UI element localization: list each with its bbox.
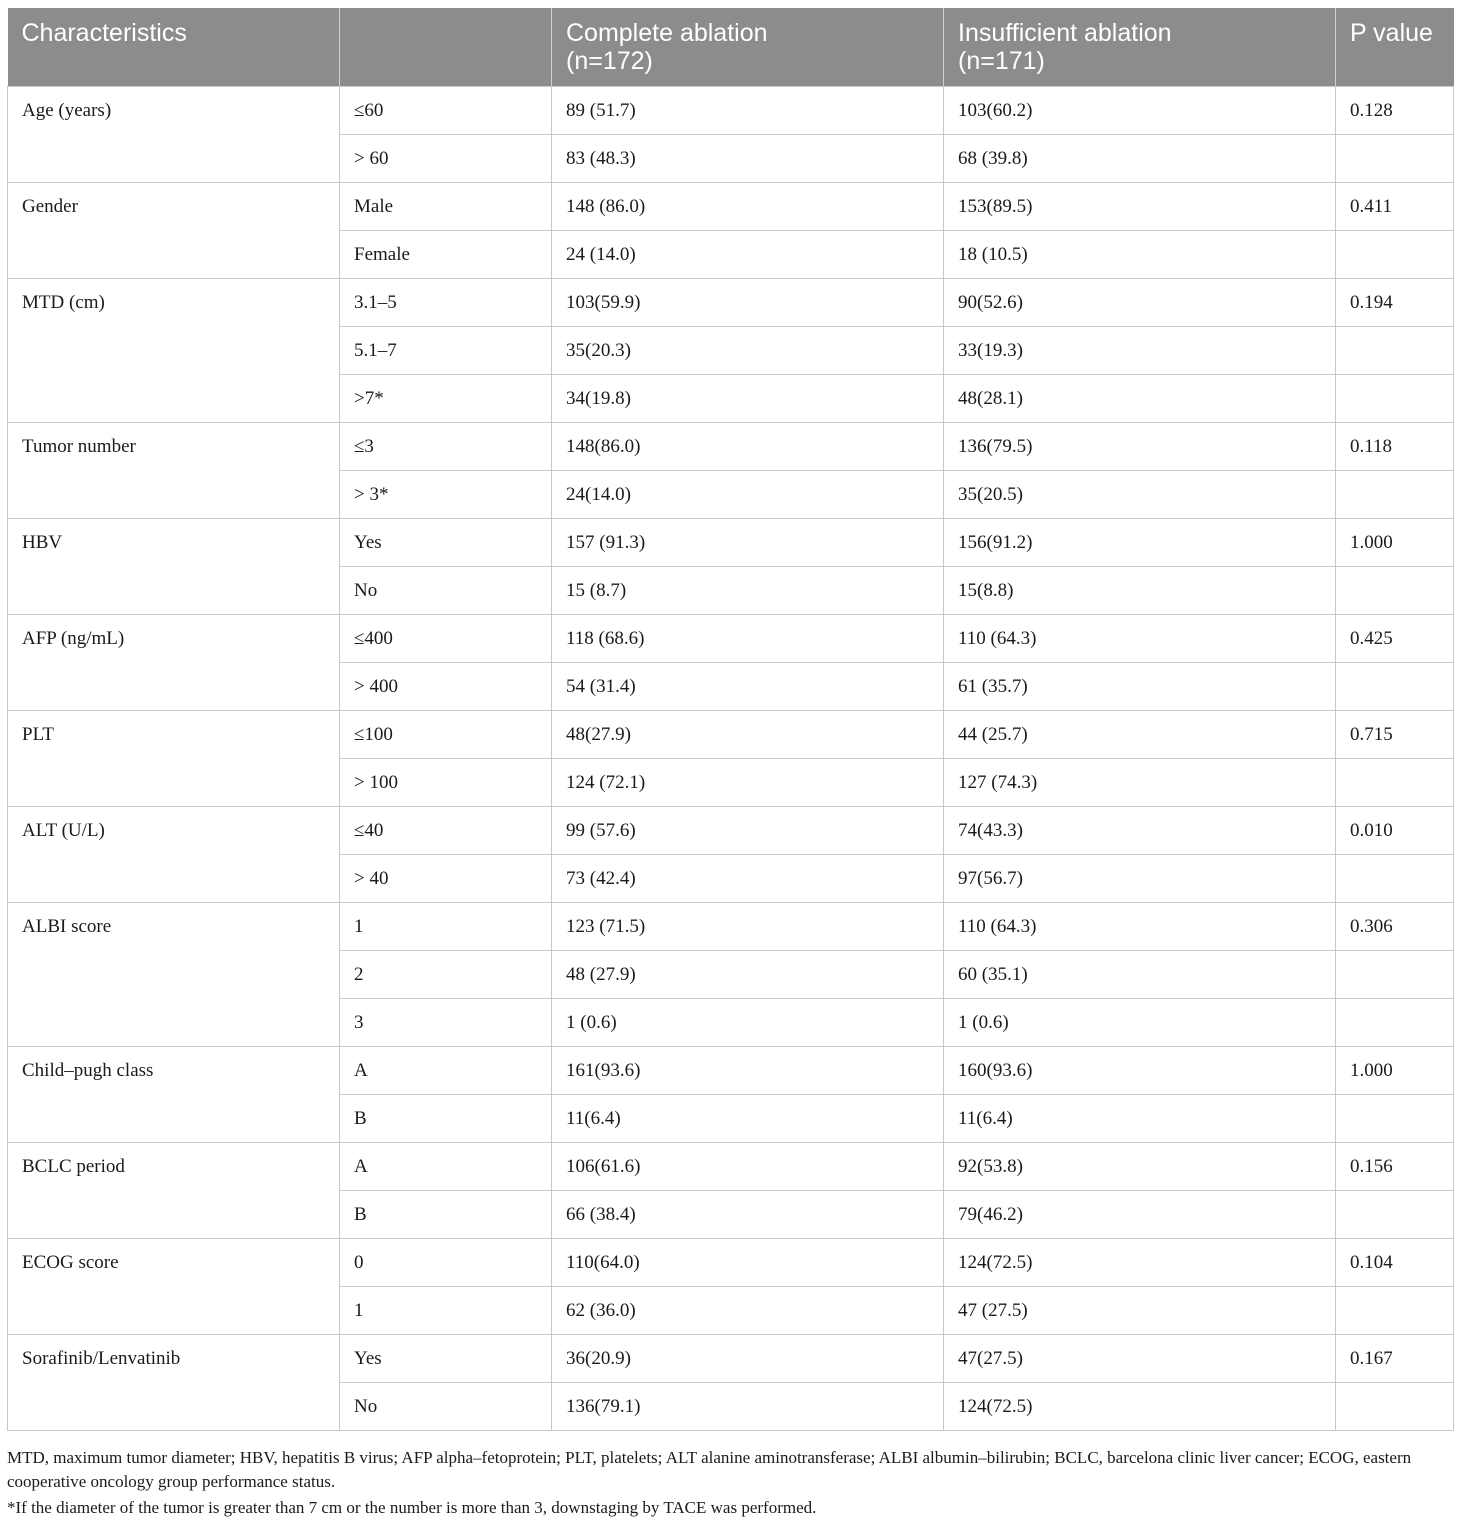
characteristic-label: HBV	[8, 519, 340, 615]
header-complete-ablation-count: (n=172)	[566, 47, 653, 75]
p-value-cell: 0.411	[1336, 183, 1454, 231]
table-footnotes	[7, 1446, 1453, 1520]
complete-ablation-cell: 35(20.3)	[552, 327, 944, 375]
characteristic-label: Tumor number	[8, 423, 340, 519]
insufficient-ablation-cell: 103(60.2)	[944, 87, 1336, 135]
table-row	[8, 615, 1454, 663]
complete-ablation-cell: 62 (36.0)	[552, 1287, 944, 1335]
footnote-abbreviations: MTD, maximum tumor diameter; HBV, hepatitis B virus; AFP alpha–fetoprotein; PLT, platelets; ALT alanine aminotransferase; ALBI albumin–bilirubin; BCLC, barcelona clinic liver cancer; ECOG, eastern cooperative oncology group performance status.	[7, 1448, 1412, 1491]
p-value-cell	[1336, 231, 1454, 279]
complete-ablation-cell: 66 (38.4)	[552, 1191, 944, 1239]
category-cell: B	[340, 1191, 552, 1239]
complete-ablation-cell: 24(14.0)	[552, 471, 944, 519]
header-insufficient-ablation-count: (n=171)	[958, 47, 1045, 75]
p-value-cell: 0.425	[1336, 615, 1454, 663]
complete-ablation-cell: 89 (51.7)	[552, 87, 944, 135]
table-row	[8, 87, 1454, 135]
table-row	[8, 183, 1454, 231]
characteristic-label: BCLC period	[8, 1143, 340, 1239]
p-value-cell	[1336, 1287, 1454, 1335]
characteristic-label: ALBI score	[8, 903, 340, 1047]
category-cell: A	[340, 1143, 552, 1191]
p-value-cell	[1336, 567, 1454, 615]
insufficient-ablation-cell: 18 (10.5)	[944, 231, 1336, 279]
complete-ablation-cell: 118 (68.6)	[552, 615, 944, 663]
table-row	[8, 1143, 1454, 1191]
category-cell: > 100	[340, 759, 552, 807]
category-cell: B	[340, 1095, 552, 1143]
characteristic-label: ALT (U/L)	[8, 807, 340, 903]
complete-ablation-cell: 24 (14.0)	[552, 231, 944, 279]
insufficient-ablation-cell: 79(46.2)	[944, 1191, 1336, 1239]
table-body	[8, 87, 1454, 1431]
category-cell: > 3*	[340, 471, 552, 519]
insufficient-ablation-cell: 74(43.3)	[944, 807, 1336, 855]
p-value-cell: 0.156	[1336, 1143, 1454, 1191]
table-row	[8, 1335, 1454, 1383]
insufficient-ablation-cell: 60 (35.1)	[944, 951, 1336, 999]
insufficient-ablation-cell: 1 (0.6)	[944, 999, 1336, 1047]
table-row	[8, 423, 1454, 471]
characteristic-label: Age (years)	[8, 87, 340, 183]
characteristics-table-wrapper	[7, 8, 1453, 1431]
p-value-cell: 0.118	[1336, 423, 1454, 471]
insufficient-ablation-cell: 47 (27.5)	[944, 1287, 1336, 1335]
insufficient-ablation-cell: 68 (39.8)	[944, 135, 1336, 183]
complete-ablation-cell: 73 (42.4)	[552, 855, 944, 903]
category-cell: ≤40	[340, 807, 552, 855]
insufficient-ablation-cell: 124(72.5)	[944, 1239, 1336, 1287]
insufficient-ablation-cell: 110 (64.3)	[944, 903, 1336, 951]
header-complete-ablation-title: Complete ablation	[566, 19, 768, 47]
complete-ablation-cell: 48 (27.9)	[552, 951, 944, 999]
category-cell: 2	[340, 951, 552, 999]
header-insufficient-ablation	[944, 8, 1336, 87]
p-value-cell: 1.000	[1336, 519, 1454, 567]
footnote-asterisk: *If the diameter of the tumor is greater than 7 cm or the number is more than 3, downstaging by TACE was performed.	[7, 1498, 817, 1517]
insufficient-ablation-cell: 97(56.7)	[944, 855, 1336, 903]
category-cell: ≤60	[340, 87, 552, 135]
characteristics-table	[7, 8, 1454, 1431]
characteristic-label: ECOG score	[8, 1239, 340, 1335]
insufficient-ablation-cell: 48(28.1)	[944, 375, 1336, 423]
p-value-cell	[1336, 1383, 1454, 1431]
complete-ablation-cell: 99 (57.6)	[552, 807, 944, 855]
p-value-cell: 0.010	[1336, 807, 1454, 855]
p-value-cell: 0.194	[1336, 279, 1454, 327]
category-cell: >7*	[340, 375, 552, 423]
complete-ablation-cell: 83 (48.3)	[552, 135, 944, 183]
insufficient-ablation-cell: 11(6.4)	[944, 1095, 1336, 1143]
insufficient-ablation-cell: 44 (25.7)	[944, 711, 1336, 759]
category-cell: No	[340, 567, 552, 615]
complete-ablation-cell: 48(27.9)	[552, 711, 944, 759]
table-row	[8, 519, 1454, 567]
complete-ablation-cell: 123 (71.5)	[552, 903, 944, 951]
insufficient-ablation-cell: 35(20.5)	[944, 471, 1336, 519]
category-cell: ≤100	[340, 711, 552, 759]
p-value-cell	[1336, 1095, 1454, 1143]
category-cell: 3.1–5	[340, 279, 552, 327]
characteristic-label: AFP (ng/mL)	[8, 615, 340, 711]
table-header	[8, 8, 1454, 87]
p-value-cell	[1336, 1191, 1454, 1239]
p-value-cell	[1336, 951, 1454, 999]
insufficient-ablation-cell: 124(72.5)	[944, 1383, 1336, 1431]
complete-ablation-cell: 157 (91.3)	[552, 519, 944, 567]
p-value-cell: 0.306	[1336, 903, 1454, 951]
table-row	[8, 903, 1454, 951]
complete-ablation-cell: 106(61.6)	[552, 1143, 944, 1191]
header-insufficient-ablation-title: Insufficient ablation	[958, 19, 1172, 47]
p-value-cell	[1336, 999, 1454, 1047]
complete-ablation-cell: 36(20.9)	[552, 1335, 944, 1383]
table-row	[8, 1047, 1454, 1095]
complete-ablation-cell: 161(93.6)	[552, 1047, 944, 1095]
p-value-cell	[1336, 759, 1454, 807]
complete-ablation-cell: 124 (72.1)	[552, 759, 944, 807]
complete-ablation-cell: 136(79.1)	[552, 1383, 944, 1431]
category-cell: Yes	[340, 519, 552, 567]
category-cell: A	[340, 1047, 552, 1095]
table-row	[8, 807, 1454, 855]
header-complete-ablation	[552, 8, 944, 87]
insufficient-ablation-cell: 15(8.8)	[944, 567, 1336, 615]
p-value-cell: 0.715	[1336, 711, 1454, 759]
p-value-cell: 0.104	[1336, 1239, 1454, 1287]
insufficient-ablation-cell: 156(91.2)	[944, 519, 1336, 567]
complete-ablation-cell: 1 (0.6)	[552, 999, 944, 1047]
category-cell: Yes	[340, 1335, 552, 1383]
complete-ablation-cell: 110(64.0)	[552, 1239, 944, 1287]
category-cell: 5.1–7	[340, 327, 552, 375]
p-value-cell	[1336, 855, 1454, 903]
p-value-cell: 1.000	[1336, 1047, 1454, 1095]
category-cell: No	[340, 1383, 552, 1431]
p-value-cell: 0.167	[1336, 1335, 1454, 1383]
category-cell: 0	[340, 1239, 552, 1287]
category-cell: ≤3	[340, 423, 552, 471]
insufficient-ablation-cell: 160(93.6)	[944, 1047, 1336, 1095]
p-value-cell	[1336, 471, 1454, 519]
complete-ablation-cell: 11(6.4)	[552, 1095, 944, 1143]
p-value-cell	[1336, 663, 1454, 711]
complete-ablation-cell: 15 (8.7)	[552, 567, 944, 615]
insufficient-ablation-cell: 153(89.5)	[944, 183, 1336, 231]
table-row	[8, 711, 1454, 759]
insufficient-ablation-cell: 47(27.5)	[944, 1335, 1336, 1383]
characteristic-label: MTD (cm)	[8, 279, 340, 423]
characteristic-label: PLT	[8, 711, 340, 807]
insufficient-ablation-cell: 92(53.8)	[944, 1143, 1336, 1191]
p-value-cell	[1336, 135, 1454, 183]
category-cell: > 400	[340, 663, 552, 711]
insufficient-ablation-cell: 110 (64.3)	[944, 615, 1336, 663]
characteristic-label: Sorafinib/Lenvatinib	[8, 1335, 340, 1431]
header-p-value: P value	[1336, 8, 1454, 87]
header-row	[8, 8, 1454, 87]
header-characteristics: Characteristics	[8, 8, 340, 87]
category-cell: ≤400	[340, 615, 552, 663]
insufficient-ablation-cell: 61 (35.7)	[944, 663, 1336, 711]
characteristic-label: Gender	[8, 183, 340, 279]
insufficient-ablation-cell: 136(79.5)	[944, 423, 1336, 471]
table-row	[8, 279, 1454, 327]
category-cell: > 40	[340, 855, 552, 903]
complete-ablation-cell: 34(19.8)	[552, 375, 944, 423]
insufficient-ablation-cell: 33(19.3)	[944, 327, 1336, 375]
category-cell: Female	[340, 231, 552, 279]
table-row	[8, 1239, 1454, 1287]
header-category	[340, 8, 552, 87]
category-cell: Male	[340, 183, 552, 231]
complete-ablation-cell: 148 (86.0)	[552, 183, 944, 231]
p-value-cell	[1336, 375, 1454, 423]
category-cell: 1	[340, 1287, 552, 1335]
complete-ablation-cell: 54 (31.4)	[552, 663, 944, 711]
complete-ablation-cell: 148(86.0)	[552, 423, 944, 471]
category-cell: 1	[340, 903, 552, 951]
category-cell: 3	[340, 999, 552, 1047]
p-value-cell	[1336, 327, 1454, 375]
p-value-cell: 0.128	[1336, 87, 1454, 135]
characteristic-label: Child–pugh class	[8, 1047, 340, 1143]
category-cell: > 60	[340, 135, 552, 183]
insufficient-ablation-cell: 90(52.6)	[944, 279, 1336, 327]
complete-ablation-cell: 103(59.9)	[552, 279, 944, 327]
insufficient-ablation-cell: 127 (74.3)	[944, 759, 1336, 807]
